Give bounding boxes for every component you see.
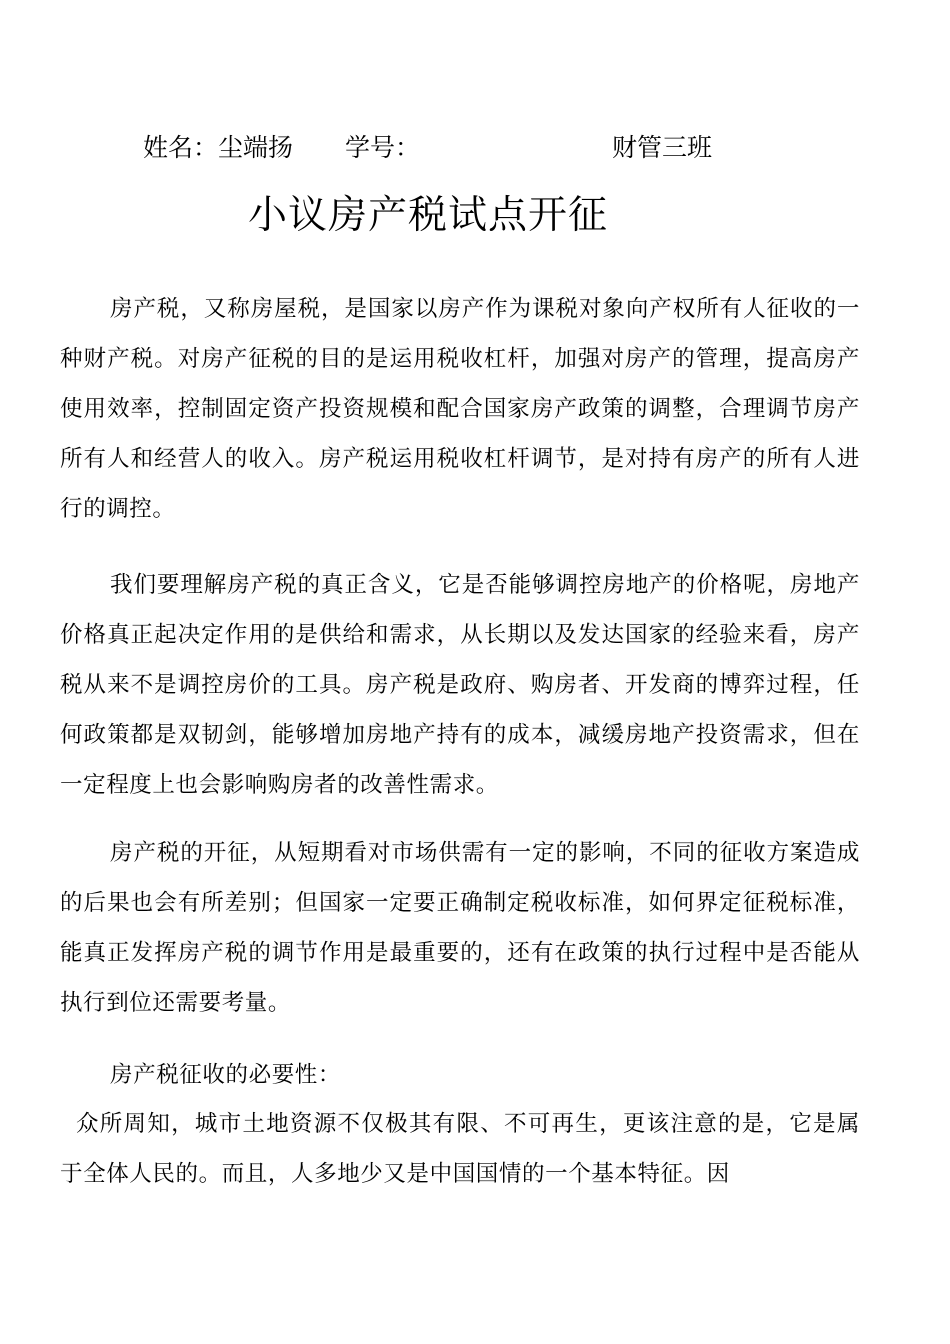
paragraph-price-control: 我们要理解房产税的真正含义，它是否能够调控房地产的价格呢，房地产价格真正起决定作用的是供给和需求，从长期以及发达国家的经验来看，房产税从来不是调控房价的工具。房产税是政府、购房者、开发商的博弈过程，任何政策都是双韧剑，能够增加房地产持有的成本，减缓房地产投资需求，但在一定程度上也会影响购房者的改善性需求。 — [60, 572, 860, 798]
document-title: 小议房产税试点开征 — [247, 193, 608, 238]
paragraph-implementation: 房产税的开征，从短期看对市场供需有一定的影响，不同的征收方案造成的后果也会有所差别；但国家一定要正确制定税收标准，如何界定征税标准，能真正发挥房产税的调节作用是最重要的，还有在政策的执行过程中是否能从执行到位还需要考量。 — [60, 840, 860, 1016]
student-info-line — [0, 128, 950, 168]
section-heading: 房产税征收的必要性： — [110, 1062, 342, 1088]
student-id: 学号： — [345, 133, 421, 162]
class-name: 财管三班 — [612, 133, 713, 162]
student-name: 姓名：尘端扬 — [143, 133, 294, 162]
paragraph-necessity: 众所周知，城市土地资源不仅极其有限、不可再生，更该注意的是，它是属于全体人民的。而且，人多地少又是中国国情的一个基本特征。因 — [60, 1111, 860, 1187]
paragraph-intro: 房产税，又称房屋税，是国家以房产作为课税对象向产权所有人征收的一种财产税。对房产征税的目的是运用税收杠杆，加强对房产的管理，提高房产使用效率，控制固定资产投资规模和配合国家房产政策的调整，合理调节房产所有人和经营人的收入。房产税运用税收杠杆调节，是对持有房产的所有人进行的调控。 — [60, 296, 860, 522]
